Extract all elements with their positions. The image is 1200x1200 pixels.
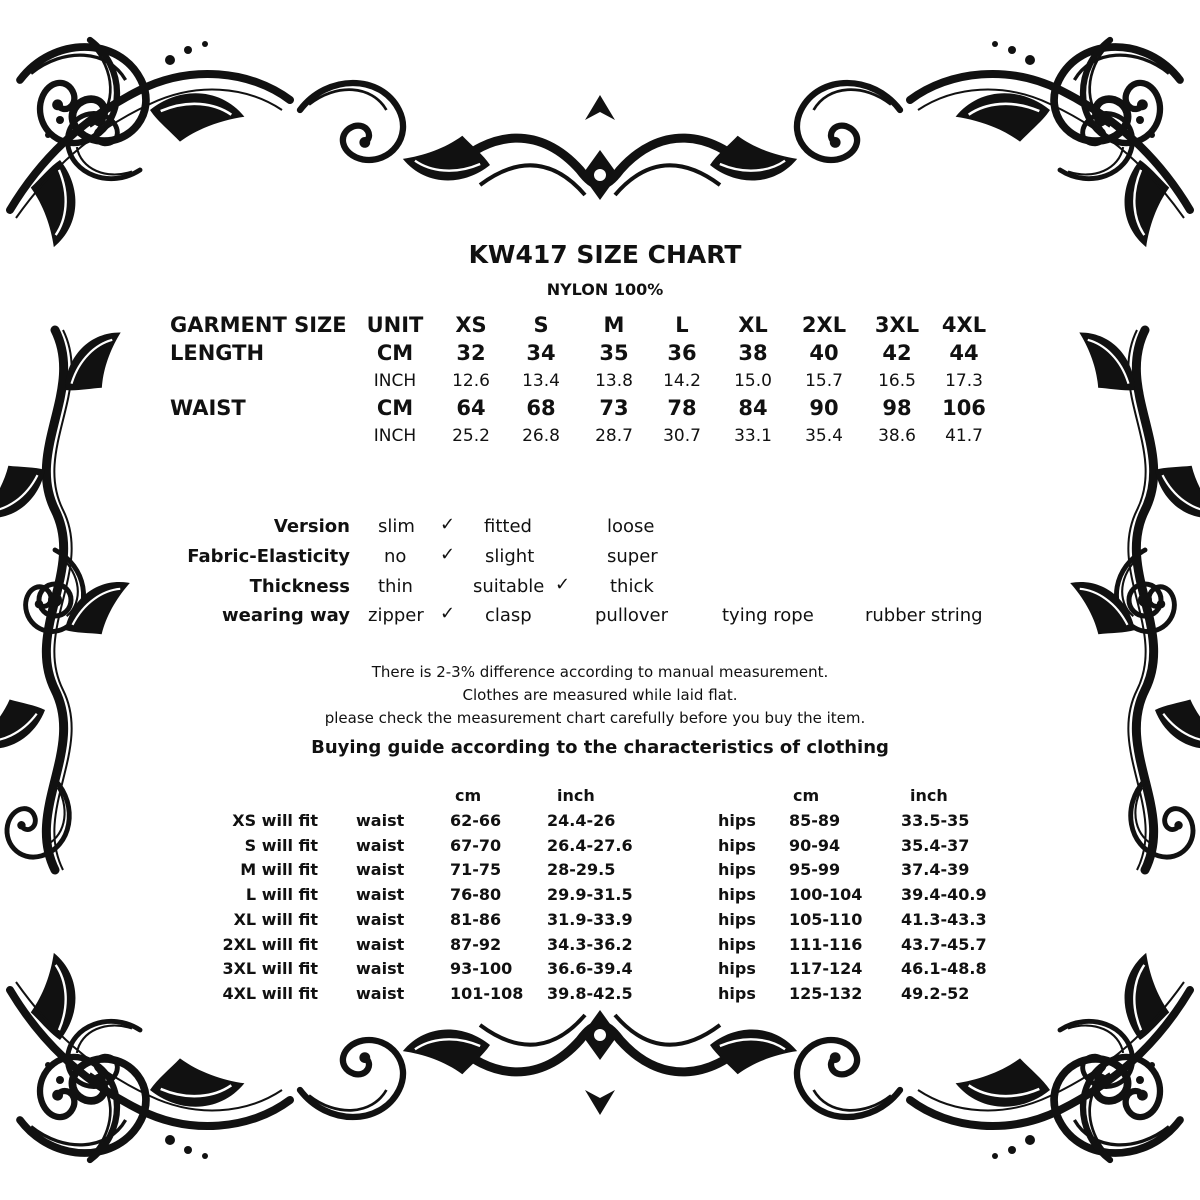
guide-hips-label: hips — [718, 959, 756, 978]
header-size: 4XL — [941, 313, 987, 337]
guide-size: M will fit — [240, 860, 318, 879]
cm-value: 106 — [942, 396, 986, 420]
cm-value: 40 — [809, 341, 839, 365]
characteristic-label: Thickness — [249, 576, 350, 597]
option-loose: loose — [607, 516, 655, 537]
guide-hips-cm: 117-124 — [789, 959, 863, 978]
buying-guide-title: Buying guide according to the characteristics of clothing — [311, 737, 889, 758]
guide-hips-inch: 41.3-43.3 — [901, 910, 987, 929]
guide-hips-cm: 95-99 — [789, 860, 841, 879]
cm-value: 73 — [599, 396, 629, 420]
cm-value: 35 — [599, 341, 629, 365]
check-mark-icon: ✓ — [440, 514, 456, 535]
guide-waist-label: waist — [356, 811, 405, 830]
option-pullover: pullover — [595, 605, 668, 626]
guide-hips-inch: 37.4-39 — [901, 860, 970, 879]
guide-hips-cm: 100-104 — [789, 885, 863, 904]
col-header-cm: cm — [793, 786, 820, 805]
guide-waist-cm: 87-92 — [450, 935, 502, 954]
guide-waist-cm: 93-100 — [450, 959, 513, 978]
guide-hips-inch: 35.4-37 — [901, 836, 970, 855]
guide-waist-label: waist — [356, 860, 405, 879]
unit-inch: INCH — [373, 426, 417, 446]
inch-value: 26.8 — [522, 426, 560, 446]
guide-size: XS will fit — [232, 811, 318, 830]
guide-hips-inch: 49.2-52 — [901, 984, 970, 1003]
inch-value: 15.7 — [805, 371, 843, 391]
guide-waist-label: waist — [356, 984, 405, 1003]
check-mark-icon: ✓ — [440, 603, 456, 624]
col-header-inch: inch — [557, 786, 595, 805]
cm-value: 36 — [667, 341, 697, 365]
header-garment-size: GARMENT SIZE — [170, 313, 347, 337]
guide-waist-label: waist — [356, 885, 405, 904]
guide-hips-label: hips — [718, 935, 756, 954]
cm-value: 84 — [738, 396, 768, 420]
option-zipper: zipper — [368, 605, 424, 626]
guide-hips-cm: 85-89 — [789, 811, 841, 830]
guide-waist-inch: 29.9-31.5 — [547, 885, 633, 904]
guide-hips-label: hips — [718, 836, 756, 855]
characteristic-label: Fabric-Elasticity — [187, 546, 350, 567]
cm-value: 32 — [456, 341, 486, 365]
col-header-cm: cm — [455, 786, 482, 805]
cm-value: 90 — [809, 396, 839, 420]
note-laid-flat: Clothes are measured while laid flat. — [462, 686, 738, 704]
cm-value: 42 — [882, 341, 912, 365]
guide-hips-label: hips — [718, 984, 756, 1003]
option-rubber-string: rubber string — [865, 605, 983, 626]
guide-waist-cm: 81-86 — [450, 910, 502, 929]
guide-hips-inch: 43.7-45.7 — [901, 935, 987, 954]
guide-size: S will fit — [244, 836, 318, 855]
check-mark-icon: ✓ — [555, 574, 571, 595]
option-clasp: clasp — [485, 605, 532, 626]
option-super: super — [607, 546, 658, 567]
guide-hips-label: hips — [718, 811, 756, 830]
guide-waist-cm: 71-75 — [450, 860, 502, 879]
option-suitable: suitable — [473, 576, 545, 597]
cm-value: 44 — [949, 341, 979, 365]
guide-waist-label: waist — [356, 935, 405, 954]
guide-waist-inch: 24.4-26 — [547, 811, 616, 830]
guide-hips-cm: 90-94 — [789, 836, 841, 855]
header-size: M — [603, 313, 625, 337]
option-fitted: fitted — [484, 516, 532, 537]
guide-size: L will fit — [245, 885, 318, 904]
inch-value: 12.6 — [452, 371, 490, 391]
option-thin: thin — [378, 576, 413, 597]
option-slight: slight — [485, 546, 535, 567]
cm-value: 68 — [526, 396, 556, 420]
guide-waist-cm: 67-70 — [450, 836, 502, 855]
inch-value: 17.3 — [945, 371, 983, 391]
cm-value: 78 — [667, 396, 697, 420]
header-size: L — [675, 313, 689, 337]
inch-value: 13.8 — [595, 371, 633, 391]
guide-hips-label: hips — [718, 885, 756, 904]
header-unit: UNIT — [366, 313, 424, 337]
cm-value: 98 — [882, 396, 912, 420]
inch-value: 13.4 — [522, 371, 560, 391]
inch-value: 16.5 — [878, 371, 916, 391]
option-thick: thick — [610, 576, 654, 597]
guide-hips-inch: 46.1-48.8 — [901, 959, 987, 978]
row-label-length: LENGTH — [170, 341, 265, 365]
guide-hips-inch: 39.4-40.9 — [901, 885, 987, 904]
guide-hips-cm: 125-132 — [789, 984, 863, 1003]
inch-value: 33.1 — [734, 426, 772, 446]
header-size: 3XL — [874, 313, 920, 337]
row-label-waist: WAIST — [170, 396, 246, 420]
guide-waist-inch: 34.3-36.2 — [547, 935, 633, 954]
check-mark-icon: ✓ — [440, 544, 456, 565]
inch-value: 30.7 — [663, 426, 701, 446]
inch-value: 15.0 — [734, 371, 772, 391]
option-slim: slim — [378, 516, 415, 537]
characteristic-label: wearing way — [222, 605, 350, 626]
guide-size: 4XL will fit — [222, 984, 318, 1003]
guide-waist-cm: 101-108 — [450, 984, 524, 1003]
material-label: NYLON 100% — [546, 280, 664, 299]
chart-title: KW417 SIZE CHART — [468, 240, 742, 269]
guide-size: 2XL will fit — [222, 935, 318, 954]
guide-waist-inch: 26.4-27.6 — [547, 836, 633, 855]
unit-cm: CM — [376, 396, 414, 420]
guide-waist-inch: 28-29.5 — [547, 860, 616, 879]
guide-waist-label: waist — [356, 910, 405, 929]
characteristic-label: Version — [273, 516, 350, 537]
inch-value: 28.7 — [595, 426, 633, 446]
guide-waist-label: waist — [356, 836, 405, 855]
inch-value: 35.4 — [805, 426, 843, 446]
inch-value: 25.2 — [452, 426, 490, 446]
cm-value: 64 — [456, 396, 486, 420]
header-size: XL — [738, 313, 768, 337]
unit-inch: INCH — [373, 371, 417, 391]
col-header-inch: inch — [910, 786, 948, 805]
guide-size: XL will fit — [233, 910, 318, 929]
header-size: XS — [455, 313, 487, 337]
guide-waist-cm: 76-80 — [450, 885, 502, 904]
inch-value: 14.2 — [663, 371, 701, 391]
inch-value: 38.6 — [878, 426, 916, 446]
guide-size: 3XL will fit — [222, 959, 318, 978]
cm-value: 34 — [526, 341, 556, 365]
inch-value: 41.7 — [945, 426, 983, 446]
guide-waist-inch: 39.8-42.5 — [547, 984, 633, 1003]
guide-hips-label: hips — [718, 910, 756, 929]
guide-hips-cm: 105-110 — [789, 910, 863, 929]
option-no: no — [384, 546, 407, 567]
guide-hips-cm: 111-116 — [789, 935, 863, 954]
note-manual-difference: There is 2-3% difference according to manual measurement. — [371, 663, 829, 681]
guide-waist-inch: 36.6-39.4 — [547, 959, 633, 978]
note-check-chart: please check the measurement chart carefully before you buy the item. — [324, 709, 866, 727]
cm-value: 38 — [738, 341, 768, 365]
header-size: 2XL — [801, 313, 847, 337]
header-size: S — [533, 313, 549, 337]
guide-hips-label: hips — [718, 860, 756, 879]
guide-waist-inch: 31.9-33.9 — [547, 910, 633, 929]
option-tying-rope: tying rope — [722, 605, 814, 626]
guide-hips-inch: 33.5-35 — [901, 811, 970, 830]
guide-waist-cm: 62-66 — [450, 811, 502, 830]
unit-cm: CM — [376, 341, 414, 365]
guide-waist-label: waist — [356, 959, 405, 978]
